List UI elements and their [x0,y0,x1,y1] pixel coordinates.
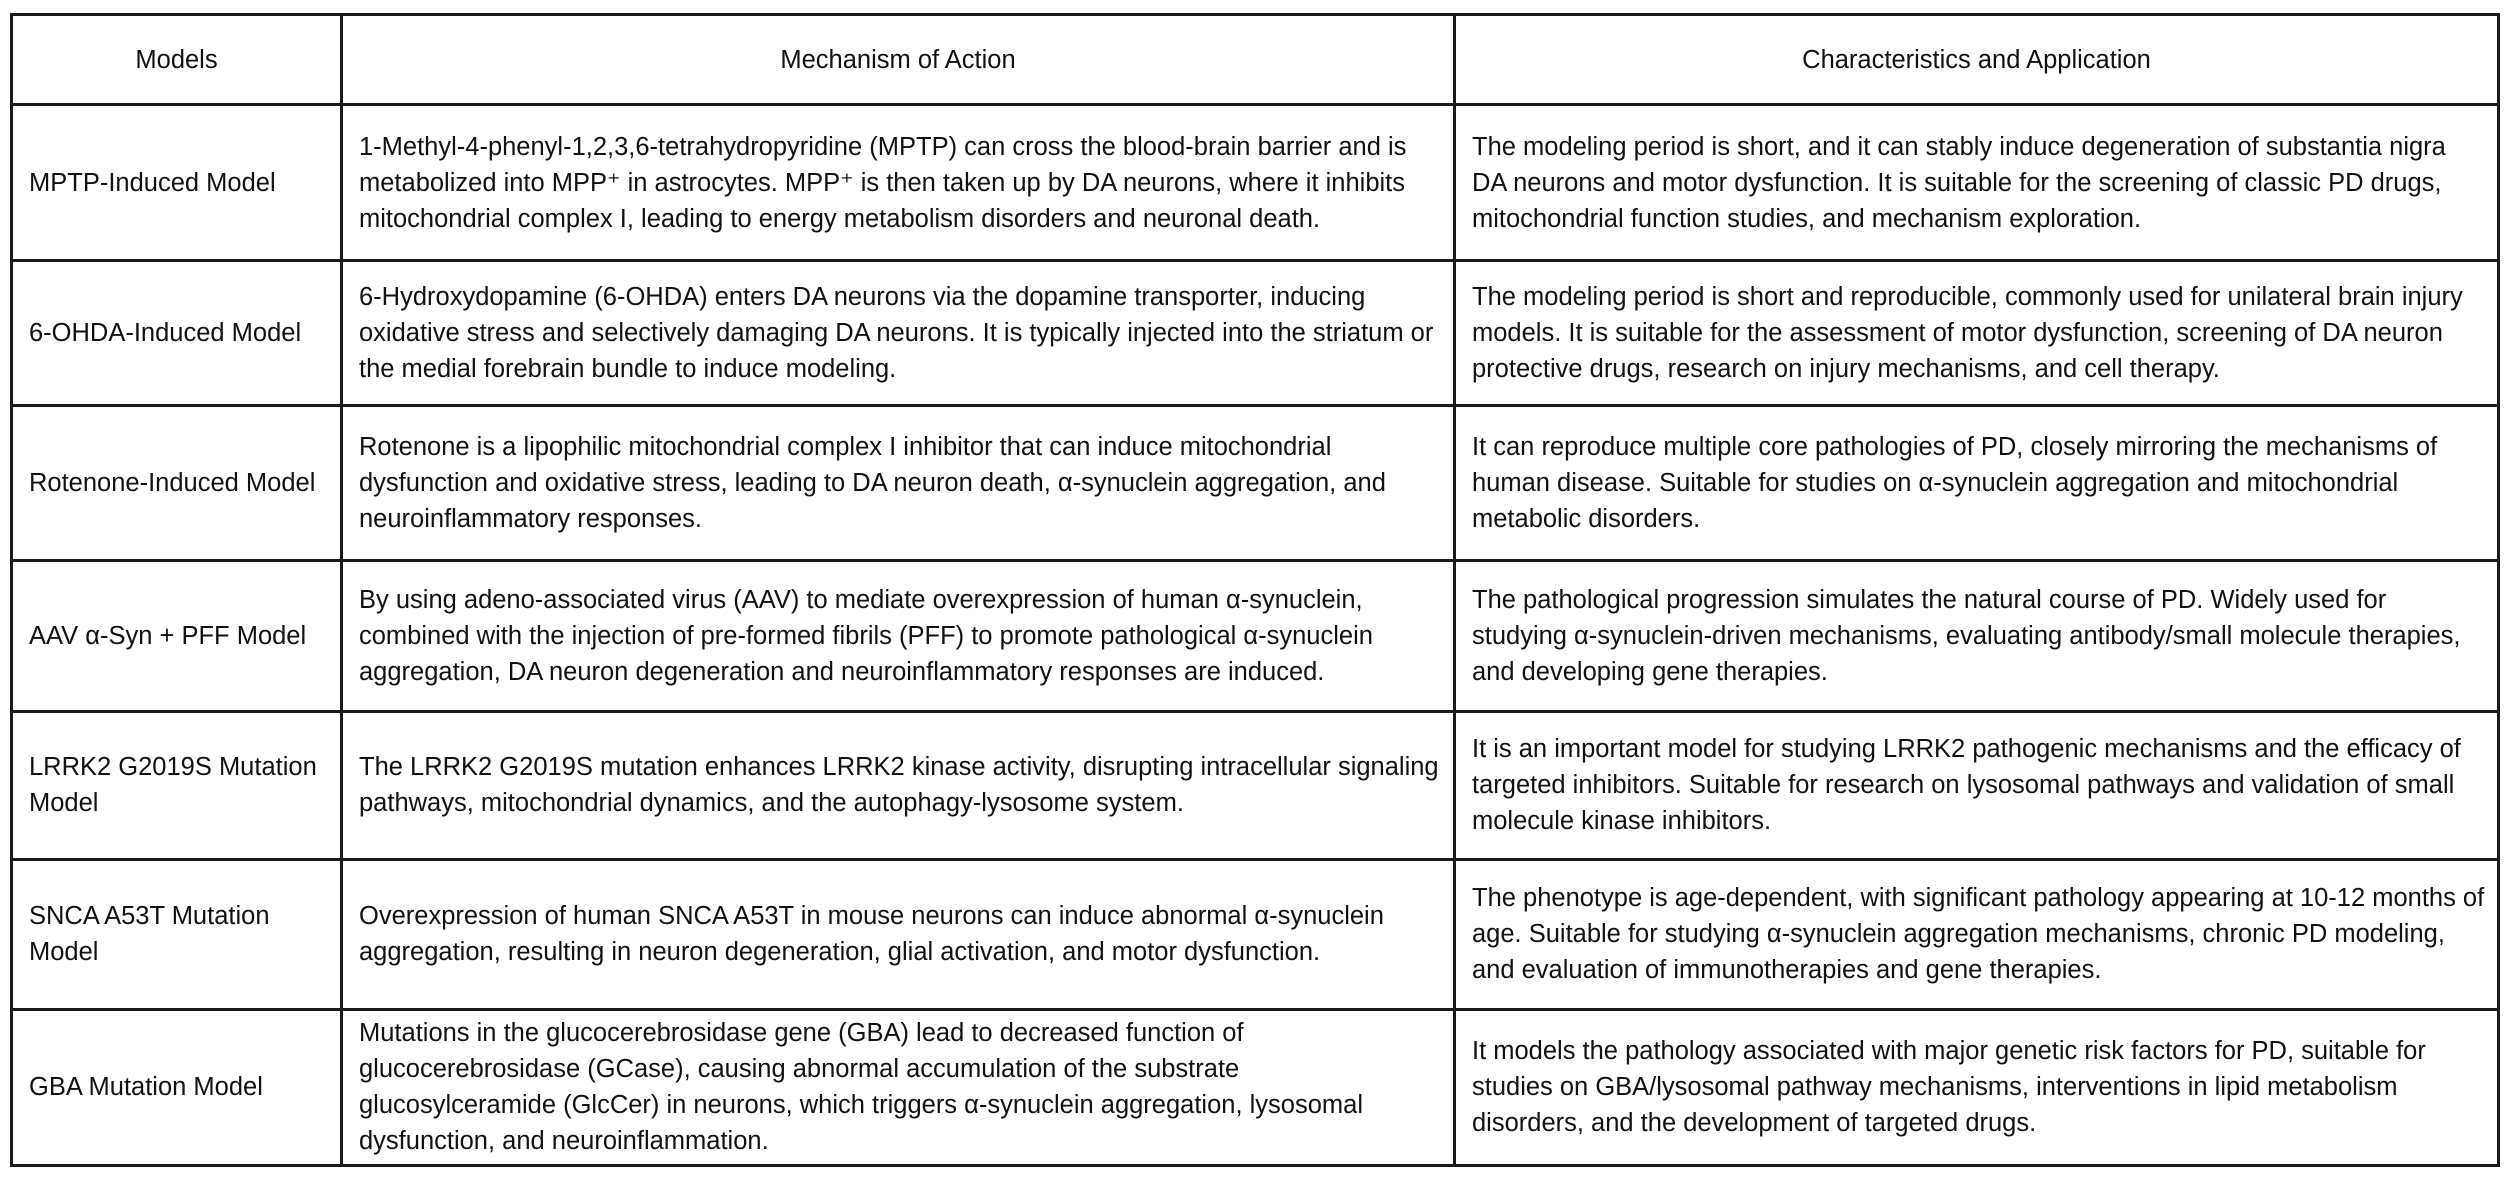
mechanism-cell: 1-Methyl-4-phenyl-1,2,3,6-tetrahydropyridine (MPTP) can cross the blood-brain barrier and is metabolized into MPP⁺ in astrocytes. MPP⁺ is then taken up by DA neurons, where it inhibits mitochondrial complex I, leading to energy metabolism disorders and neuronal death. [342,105,1455,261]
characteristics-cell: The pathological progression simulates the natural course of PD. Widely used for studying α-synuclein-driven mechanisms, evaluating antibody/small molecule therapies, and developing gene therapies. [1455,560,2499,711]
mechanism-cell: Mutations in the glucocerebrosidase gene (GBA) lead to decreased function of glucocerebrosidase (GCase), causing abnormal accumulation of the substrate glucosylceramide (GlcCer) in neurons, which triggers α-synuclein aggregation, lysosomal dysfunction, and neuroinflammation. [342,1009,1455,1165]
table-row [12,405,2499,560]
characteristics-cell: It models the pathology associated with major genetic risk factors for PD, suitable for studies on GBA/lysosomal pathway mechanisms, interventions in lipid metabolism disorders, and the development of targeted drugs. [1455,1009,2499,1165]
table-row [12,261,2499,406]
model-name: 6-OHDA-Induced Model [12,261,342,406]
mechanism-cell: 6-Hydroxydopamine (6-OHDA) enters DA neurons via the dopamine transporter, inducing oxidative stress and selectively damaging DA neurons. It is typically injected into the striatum or the medial forebrain bundle to induce modeling. [342,261,1455,406]
header-row [12,15,2499,105]
header-models: Models [12,15,342,105]
model-name: GBA Mutation Model [12,1009,342,1165]
characteristics-cell: It can reproduce multiple core pathologies of PD, closely mirroring the mechanisms of human disease. Suitable for studies on α-synuclein aggregation and mitochondrial metabolic disorders. [1455,405,2499,560]
models-table [10,13,2500,1167]
header-mechanism: Mechanism of Action [342,15,1455,105]
model-name: MPTP-Induced Model [12,105,342,261]
model-name: Rotenone-Induced Model [12,405,342,560]
table-row [12,1009,2499,1165]
model-name: LRRK2 G2019S Mutation Model [12,711,342,859]
table-row [12,711,2499,859]
model-name: AAV α-Syn + PFF Model [12,560,342,711]
mechanism-cell: Overexpression of human SNCA A53T in mouse neurons can induce abnormal α-synuclein aggregation, resulting in neuron degeneration, glial activation, and motor dysfunction. [342,859,1455,1009]
table-row [12,105,2499,261]
characteristics-cell: It is an important model for studying LRRK2 pathogenic mechanisms and the efficacy of targeted inhibitors. Suitable for research on lysosomal pathways and validation of small molecule kinase inhibitors. [1455,711,2499,859]
header-characteristics: Characteristics and Application [1455,15,2499,105]
characteristics-cell: The phenotype is age-dependent, with significant pathology appearing at 10-12 months of age. Suitable for studying α-synuclein aggregation mechanisms, chronic PD modeling, and evaluation of immunotherapies and gene therapies. [1455,859,2499,1009]
characteristics-cell: The modeling period is short and reproducible, commonly used for unilateral brain injury models. It is suitable for the assessment of motor dysfunction, screening of DA neuron protective drugs, research on injury mechanisms, and cell therapy. [1455,261,2499,406]
table-header [12,15,2499,105]
model-name: SNCA A53T Mutation Model [12,859,342,1009]
table-row [12,859,2499,1009]
mechanism-cell: The LRRK2 G2019S mutation enhances LRRK2 kinase activity, disrupting intracellular signaling pathways, mitochondrial dynamics, and the autophagy-lysosome system. [342,711,1455,859]
table-row [12,560,2499,711]
table-body [12,105,2499,1166]
mechanism-cell: By using adeno-associated virus (AAV) to mediate overexpression of human α-synuclein, combined with the injection of pre-formed fibrils (PFF) to promote pathological α-synuclein aggregation, DA neuron degeneration and neuroinflammatory responses are induced. [342,560,1455,711]
mechanism-cell: Rotenone is a lipophilic mitochondrial complex I inhibitor that can induce mitochondrial dysfunction and oxidative stress, leading to DA neuron death, α-synuclein aggregation, and neuroinflammatory responses. [342,405,1455,560]
characteristics-cell: The modeling period is short, and it can stably induce degeneration of substantia nigra DA neurons and motor dysfunction. It is suitable for the screening of classic PD drugs, mitochondrial function studies, and mechanism exploration. [1455,105,2499,261]
